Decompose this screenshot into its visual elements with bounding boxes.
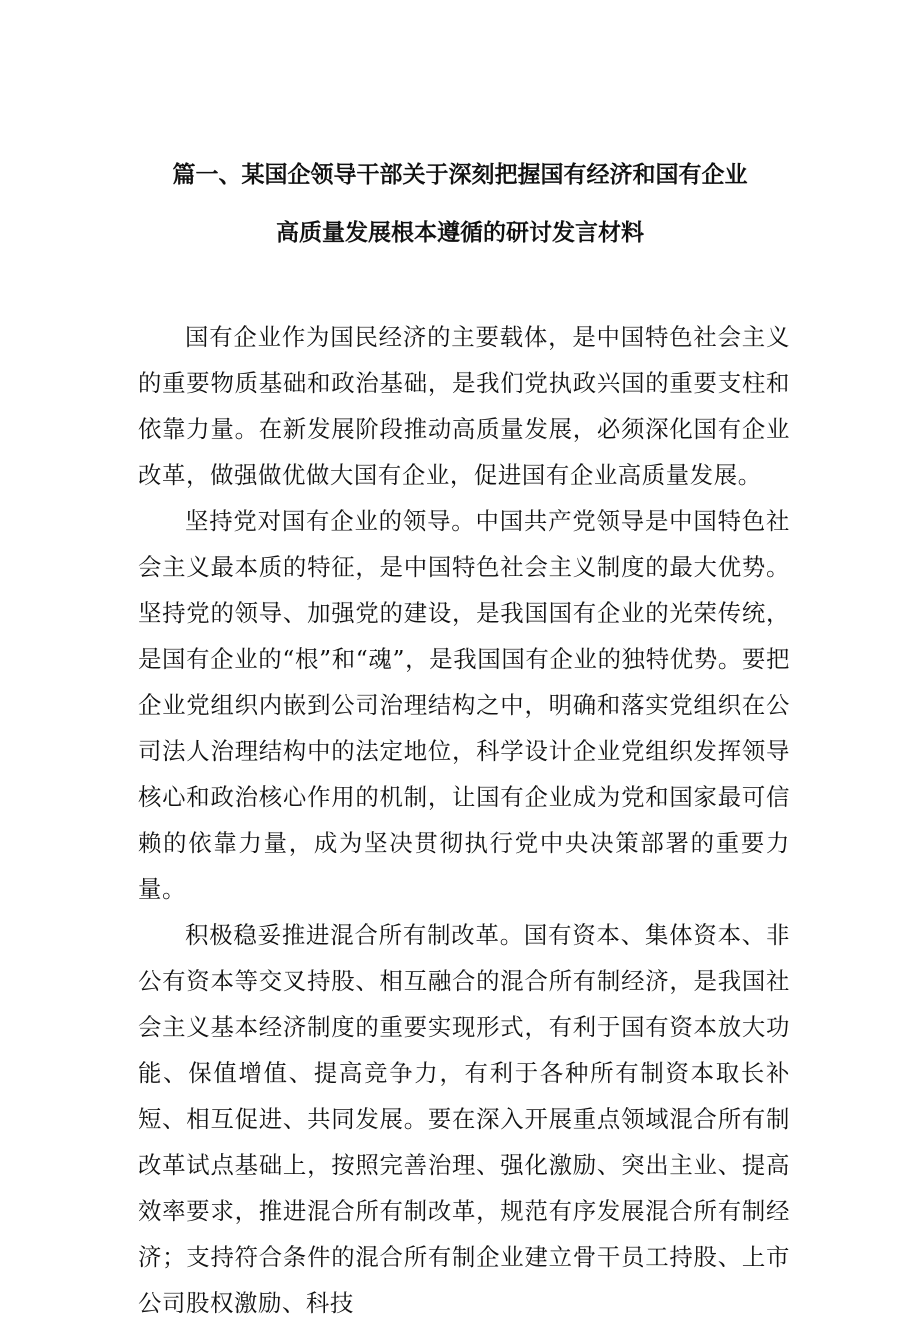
paragraph-party-leadership: 坚持党对国有企业的领导。中国共产党领导是中国特色社会主义最本质的特征，是中国特色社会主义制度的最大优势。坚持党的领导、加强党的建设，是我国国有企业的光荣传统，是国有企业的“根”和“魂”，是我国国有企业的独特优势。要把企业党组织内嵌到公司治理结构之中，明确和落实党组织在公司法人治理结构中的法定地位，科学设计企业党组织发挥领导核心和政治核心作用的机制，让国有企业成为党和国家最可信赖的依靠力量，成为坚决贯彻执行党中央决策部署的重要力量。 (138, 507, 790, 903)
document-body (138, 314, 790, 1326)
paragraph-intro: 国有企业作为国民经济的主要载体，是中国特色社会主义的重要物质基础和政治基础，是我们党执政兴国的重要支柱和依靠力量。在新发展阶段推动高质量发展，必须深化国有企业改革，做强做优做大国有企业，促进国有企业高质量发展。 (138, 323, 790, 489)
document-title-line-1: 篇一、某国企领导干部关于深刻把握国有经济和国有企业 (172, 162, 748, 188)
document-title-line-2: 高质量发展根本遵循的研讨发言材料 (276, 220, 644, 246)
paragraph-mixed-ownership: 积极稳妥推进混合所有制改革。国有资本、集体资本、非公有资本等交叉持股、相互融合的混合所有制经济，是我国社会主义基本经济制度的重要实现形式，有利于国有资本放大功能、保值增值、提高竞争力，有利于各种所有制资本取长补短、相互促进、共同发展。要在深入开展重点领域混合所有制改革试点基础上，按照完善治理、强化激励、突出主业、提高效率要求，推进混合所有制改革，规范有序发展混合所有制经济；支持符合条件的混合所有制企业建立骨干员工持股、上市公司股权激励、科技 (138, 921, 790, 1317)
